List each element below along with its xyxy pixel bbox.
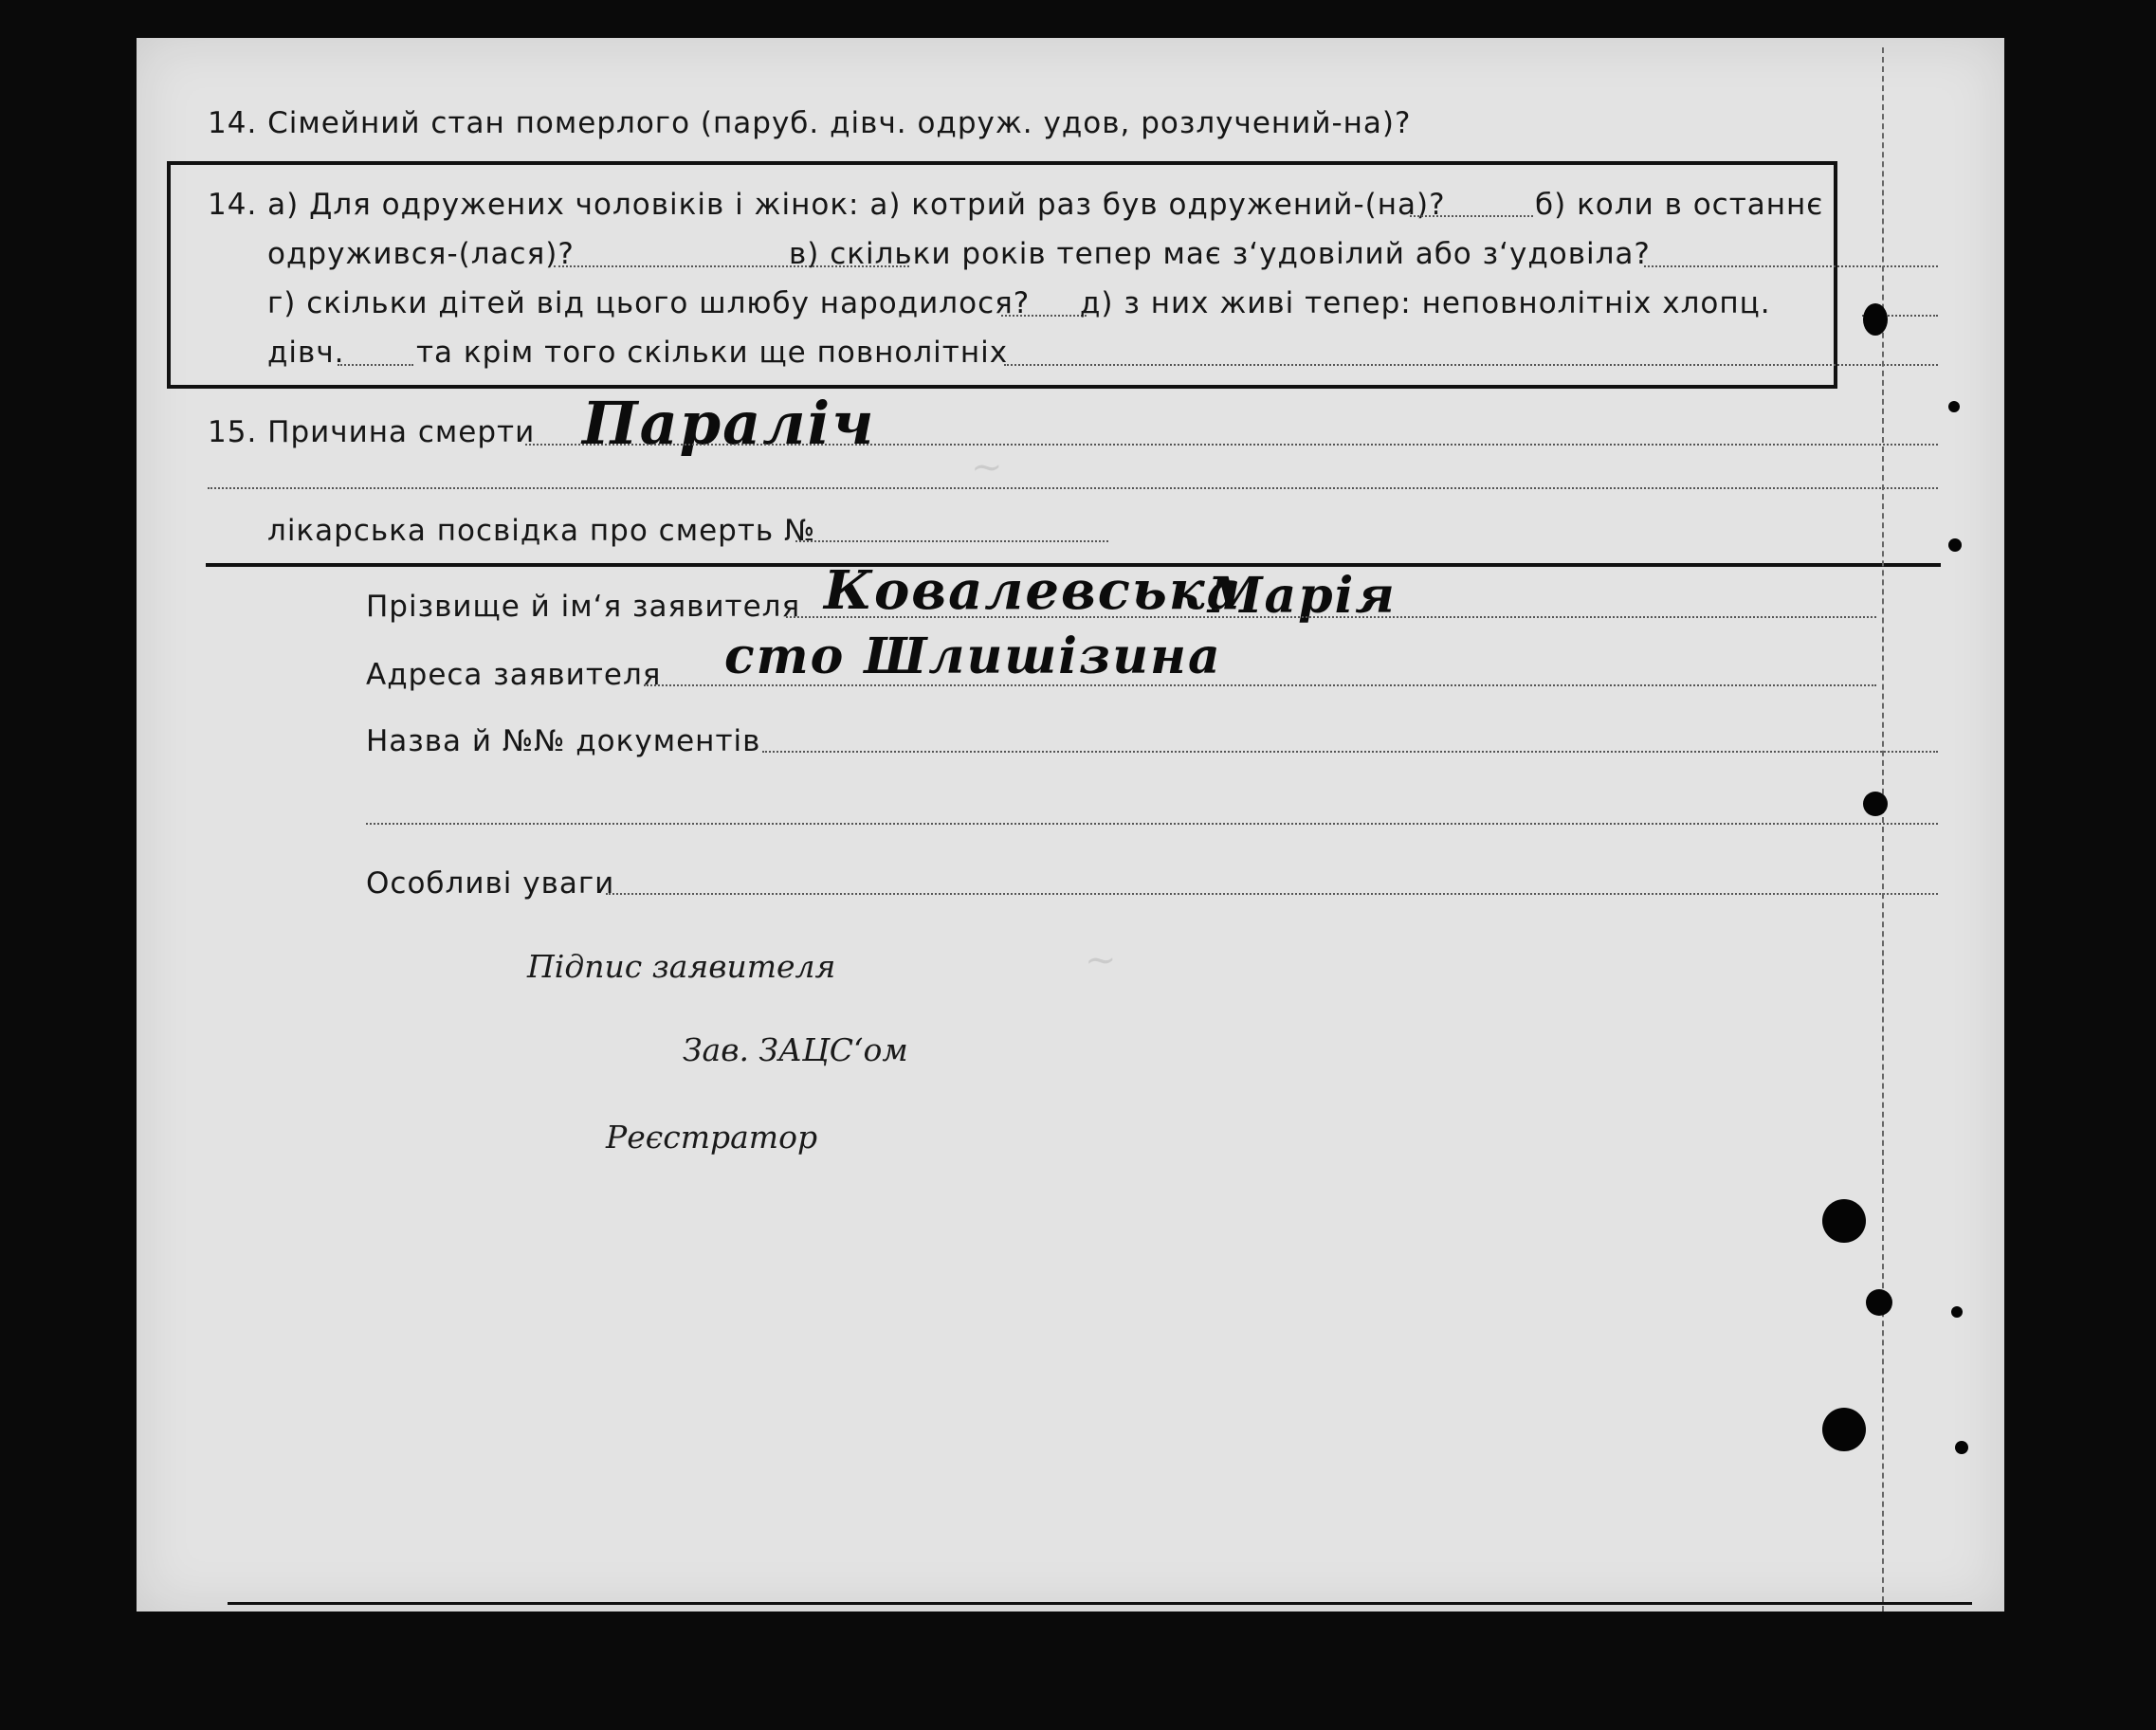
bottom-edge-line — [228, 1602, 1972, 1605]
binding-hole — [1863, 792, 1888, 816]
binding-hole — [1863, 303, 1888, 336]
dotted-line — [795, 540, 1108, 542]
death-certificate-label: лікарська посвідка про смерть № — [267, 514, 816, 548]
special-notes-label: Особливі уваги — [366, 866, 615, 901]
dotted-line — [366, 823, 1938, 825]
applicant-firstname-handwritten: Марія — [1208, 567, 1397, 625]
dotted-line — [762, 751, 1938, 753]
binding-hole — [1948, 401, 1960, 412]
q14a-line1-a: 14. а) Для одружених чоловіків і жінок: а) котрий раз був одружений-(на)? — [208, 188, 1446, 222]
dotted-line — [525, 444, 1938, 446]
q15-cause-handwritten: Параліч — [582, 389, 876, 458]
q14-family-status: 14. Сімейний стан померлого (паруб. дівч. одруж. удов, розлучений-на)? — [208, 106, 1412, 140]
q14a-line3-b: д) з них живі тепер: неповнолітніх хлопц. — [1080, 286, 1771, 320]
dotted-line — [606, 893, 1938, 895]
q14a-line2-a: одружився-(лася)? — [267, 237, 575, 271]
applicant-name-label: Прізвище й ім‘я заявителя — [366, 590, 801, 624]
dotted-line — [786, 616, 1876, 618]
q14a-line3-a: г) скільки дітей від цього шлюбу народилося? — [267, 286, 1031, 320]
binding-hole — [1866, 1289, 1892, 1316]
zags-head-label: Зав. ЗАЦС‘ом — [683, 1031, 908, 1068]
q15-cause-label: 15. Причина смерти — [208, 415, 536, 449]
binding-hole — [1951, 1306, 1963, 1318]
dotted-line — [1001, 315, 1087, 317]
dotted-line — [208, 487, 1938, 489]
documents-label: Назва й №№ документів — [366, 724, 761, 758]
dotted-line — [1644, 265, 1938, 267]
binding-hole — [1948, 538, 1962, 552]
applicant-address-handwritten: сто Шлишізина — [724, 628, 1222, 685]
binding-hole — [1822, 1199, 1866, 1243]
q14a-line4-a: дівч. — [267, 336, 345, 370]
bleed-through-mark: ~ — [971, 446, 1003, 489]
q14a-line2-b: в) скільки років тепер має з‘удовілий або з‘удовіла? — [789, 237, 1651, 271]
registrar-label: Реєстратор — [606, 1119, 818, 1156]
dotted-line — [338, 364, 413, 366]
perforation-line — [1882, 47, 1884, 1612]
binding-hole — [1822, 1408, 1866, 1451]
binding-hole — [1955, 1441, 1968, 1454]
applicant-address-label: Адреса заявителя — [366, 658, 662, 692]
q14a-line4-b: та крім того скільки ще повнолітніх — [416, 336, 1009, 370]
form-sheet — [137, 38, 2004, 1612]
applicant-surname-handwritten: Ковалевська — [824, 559, 1243, 622]
dotted-line — [1004, 364, 1938, 366]
dotted-line — [1410, 215, 1533, 217]
q14a-line1-b: б) коли в останнє — [1535, 188, 1824, 222]
bleed-through-mark: ~ — [1085, 938, 1117, 982]
applicant-signature-label: Підпис заявителя — [527, 948, 836, 985]
